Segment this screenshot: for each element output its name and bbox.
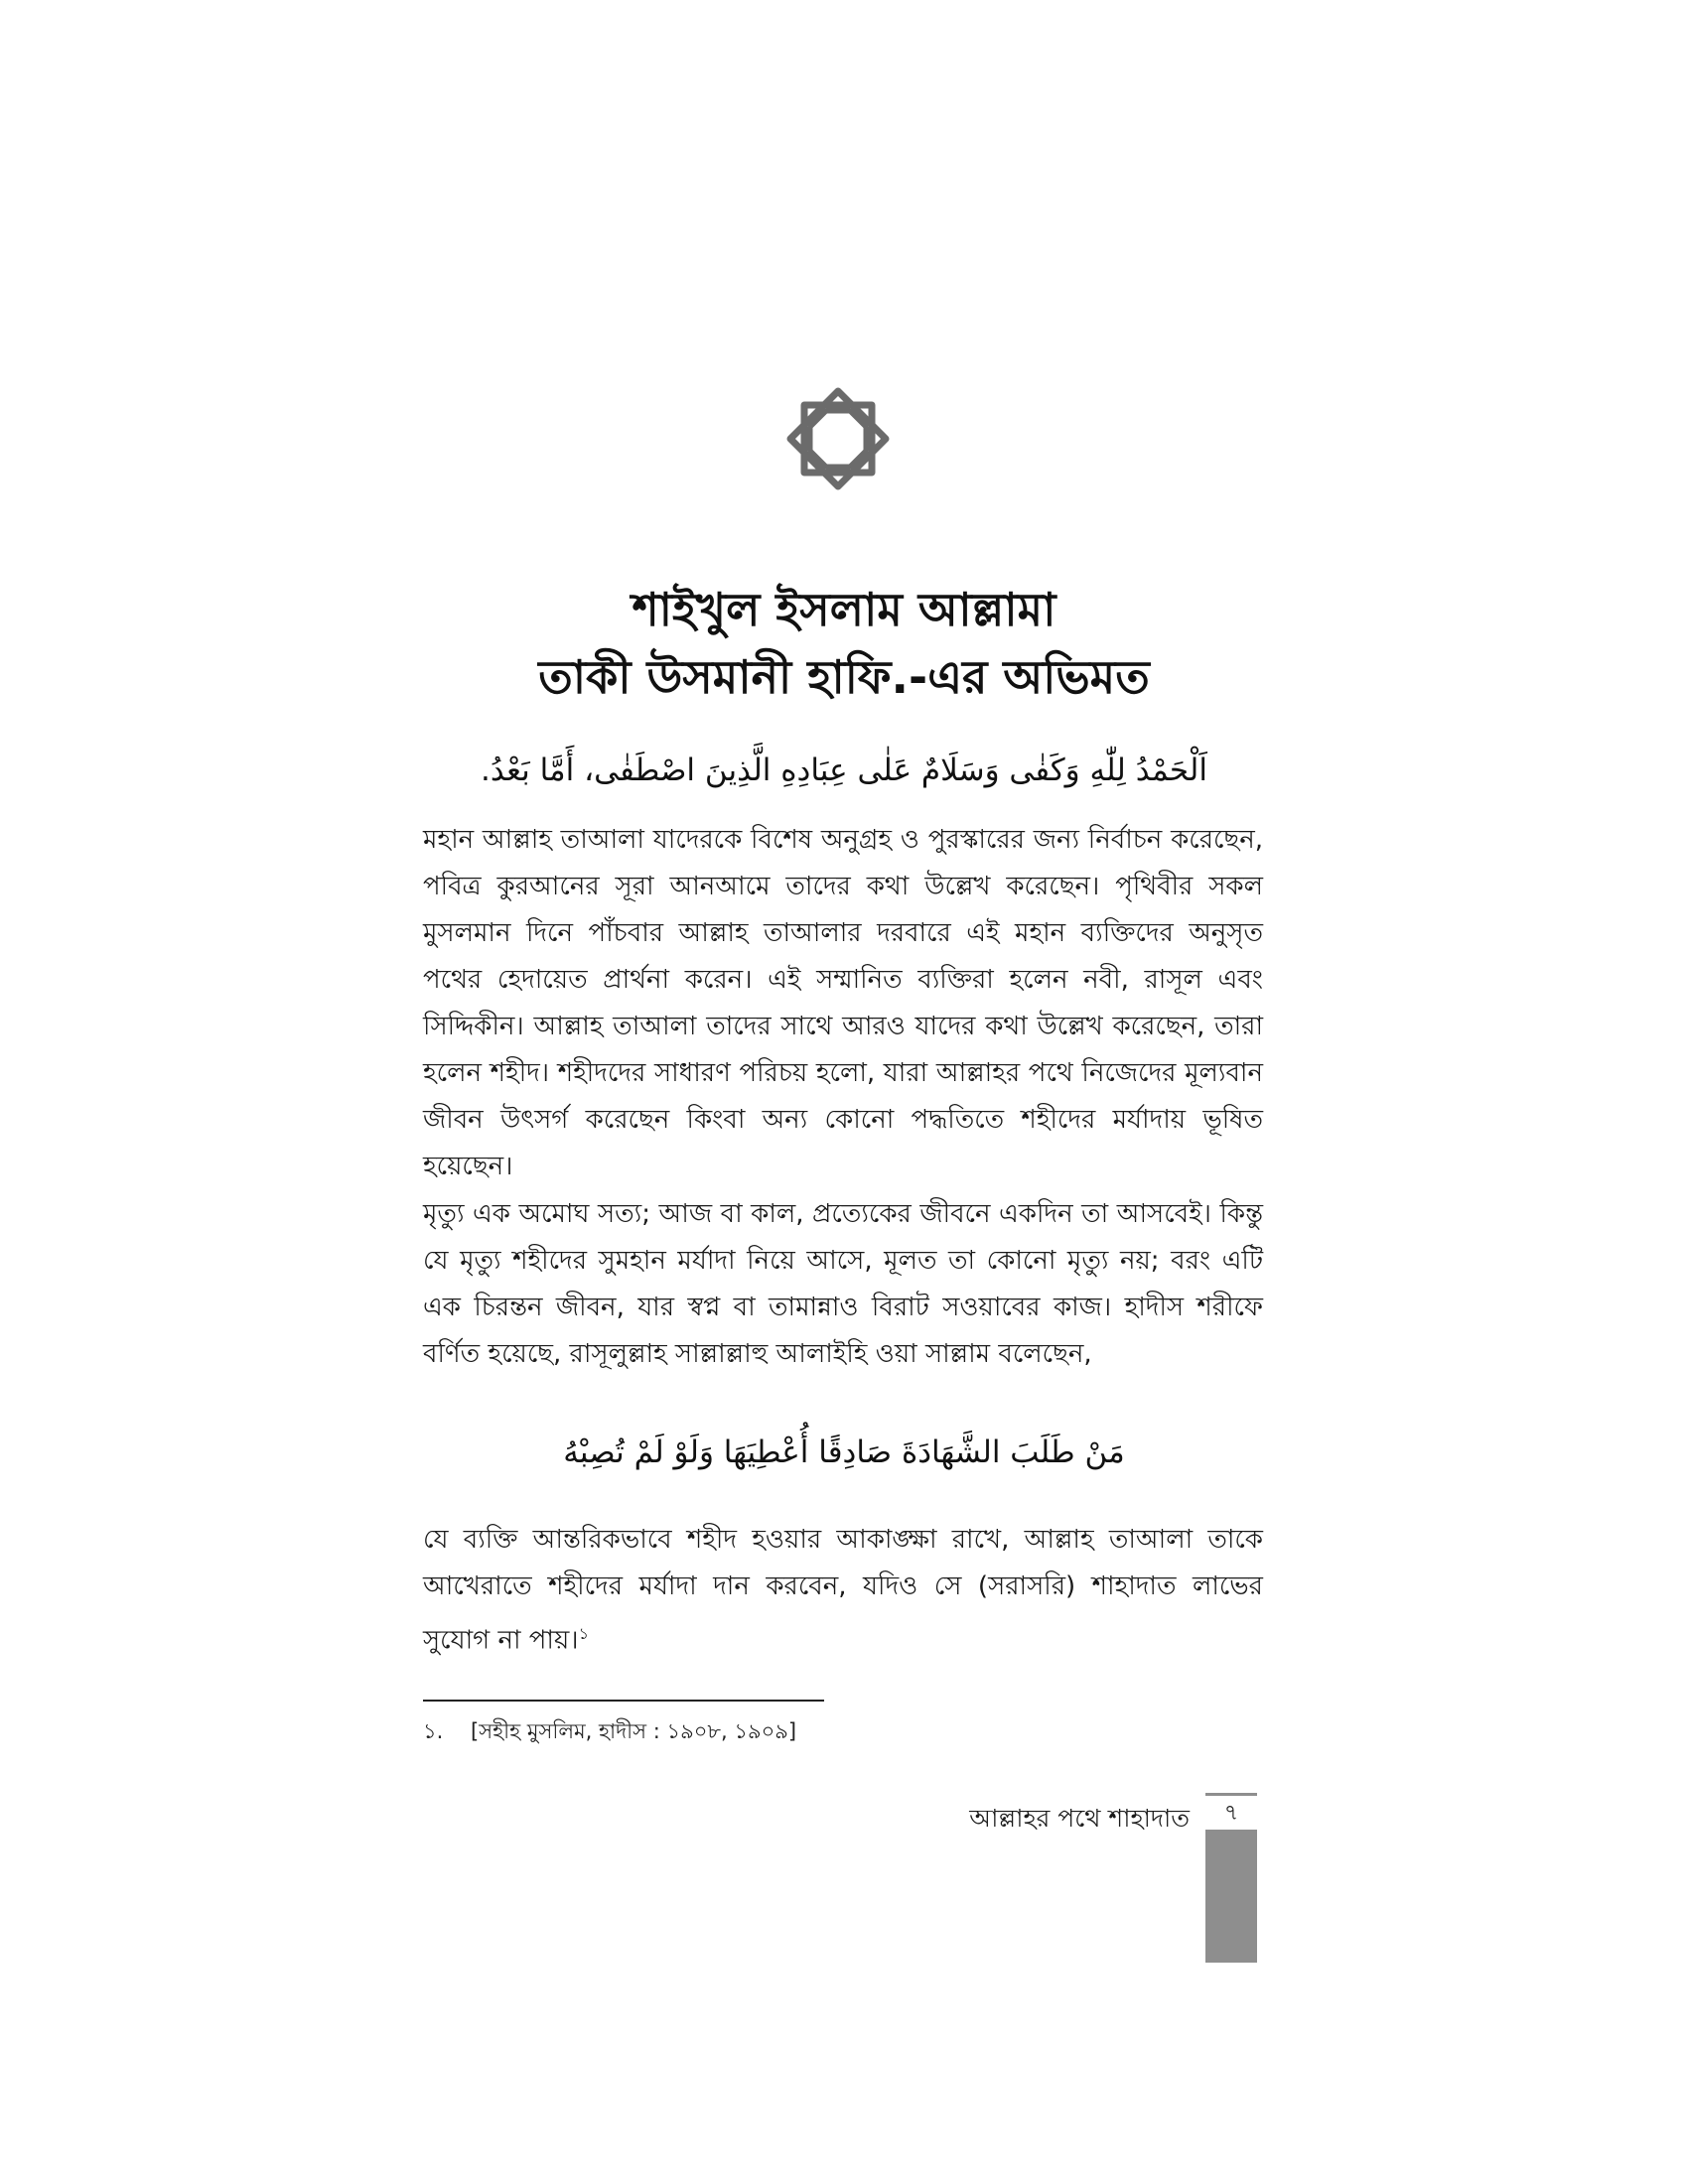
paragraph-3-text: যে ব্যক্তি আন্তরিকভাবে শহীদ হওয়ার আকাঙ্ক্ষা রাখে, আল্লাহ তাআলা তাকে আখেরাতে শহীদের মর্যাদা দান করবেন, যদিও সে (সরাসরি) শাহাদাত লাভের সুযোগ না পায়। <box>423 1525 1263 1656</box>
title-line-1: শাইখুল ইসলাম আল্লামা <box>632 583 1056 636</box>
interlaced-star-ornament-icon <box>784 385 892 492</box>
footnote-reference[interactable]: ১ <box>578 1624 589 1643</box>
paragraph-2: মৃত্যু এক অমোঘ সত্য; আজ বা কাল, প্রত্যেকের জীবনে একদিন তা আসবেই। কিন্তু যে মৃত্যু শহীদের সুমহান মর্যাদা নিয়ে আসে, মূলত তা কোনো মৃত্যু নয়; বরং এটি এক চিরন্তন জীবন, যার স্বপ্ন বা তামান্নাও বিরাট সওয়াবের কাজ। হাদীস শরীফে বর্ণিত হয়েছে, রাসূলুল্লাহ সাল্লাল্লাহু আলাইহি ওয়া সাল্লাম বলেছেন, <box>423 1199 1263 1369</box>
page-title <box>298 576 1390 711</box>
footnote-number: ১. <box>423 1719 444 1743</box>
ornament-icon <box>784 385 892 492</box>
title-line-2: তাকী উসমানী হাফি.-এর অভিমত <box>538 650 1150 704</box>
thumb-tab <box>1205 1830 1257 1963</box>
paragraph-1: মহান আল্লাহ তাআলা যাদেরকে বিশেষ অনুগ্রহ ও পুরস্কারের জন্য নির্বাচন করেছেন, পবিত্র কুরআনের সূরা আনআমে তাদের কথা উল্লেখ করেছেন। পৃথিবীর সকল মুসলমান দিনে পাঁচবার আল্লাহ তাআলার দরবারে এই মহান ব্যক্তিদের অনুসৃত পথের হেদায়েত প্রার্থনা করেন। এই সম্মানিত ব্যক্তিরা হলেন নবী, রাসূল এবং সিদ্দিকীন। আল্লাহ তাআলা তাদের সাথে আরও যাদের কথা উল্লেখ করেছেন, তারা হলেন শহীদ। শহীদদের সাধারণ পরিচয় হলো, যারা আল্লাহর পথে নিজেদের মূল্যবান জীবন উৎসর্গ করেছেন কিংবা অন্য কোনো পদ্ধতিতে শহীদের মর্যাদায় ভূষিত হয়েছেন। <box>423 825 1263 1181</box>
arabic-hadith: مَنْ طَلَبَ الشَّهَادَةَ صَادِقًا أُعْطِيَهَا وَلَوْ لَمْ تُصِبْهُ <box>563 1434 1125 1470</box>
footnote <box>423 1715 1118 1750</box>
arabic-opening: اَلْحَمْدُ لِلّٰهِ وَكَفٰى وَسَلَامٌ عَلٰى عِبَادِهِ الَّذِينَ اصْطَفٰى، أَمَّا بَعْدُ. <box>481 752 1207 788</box>
page-number: ৭ <box>1205 1793 1257 1832</box>
running-title: আল্লাহর পথে শাহাদাত <box>969 1804 1190 1833</box>
paragraph-3 <box>423 1517 1263 1665</box>
footnote-text: [সহীহ মুসলিম, হাদীস : ১৯০৮, ১৯০৯] <box>471 1719 797 1743</box>
footnote-divider <box>423 1700 824 1702</box>
